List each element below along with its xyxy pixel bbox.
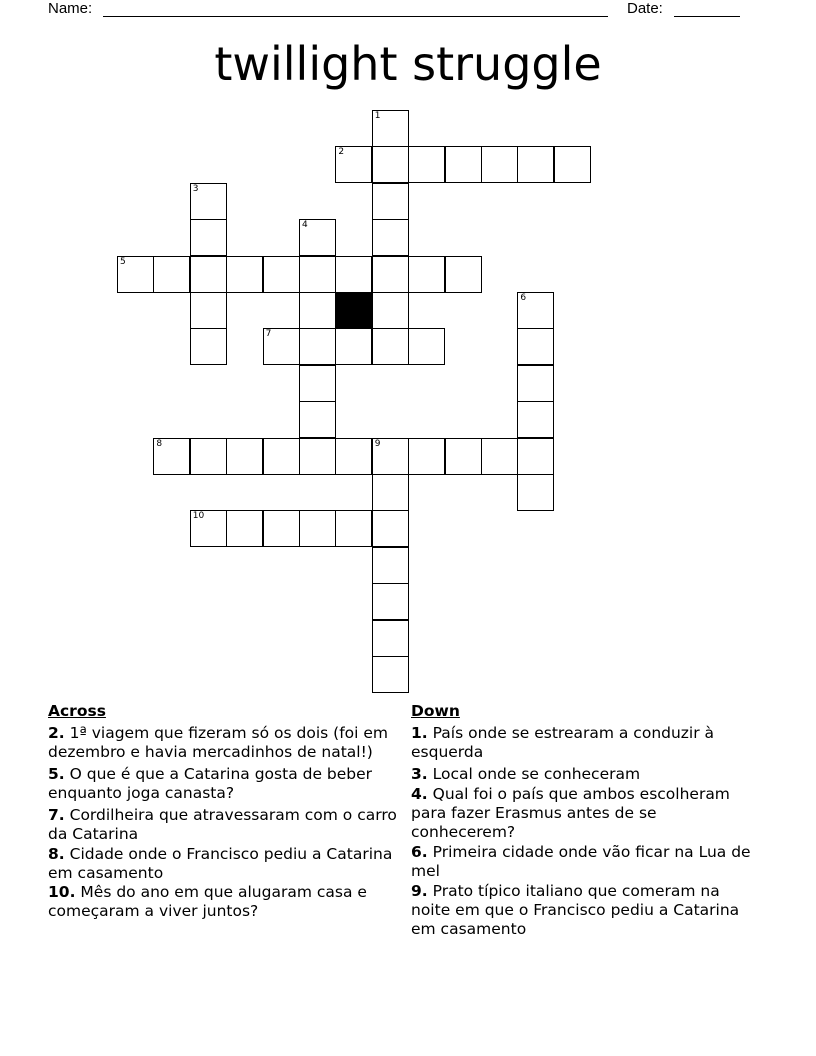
grid-cell[interactable]: [372, 256, 409, 293]
down-heading: Down: [411, 702, 460, 720]
clue-number-label: 3: [192, 183, 199, 194]
clue-text: Local onde se conheceram: [432, 765, 641, 783]
grid-cell[interactable]: [408, 438, 445, 475]
grid-cell[interactable]: [372, 110, 409, 147]
grid-cell[interactable]: [372, 438, 409, 475]
grid-cell[interactable]: [190, 292, 227, 329]
grid-cell[interactable]: [408, 146, 445, 183]
clue-text: 1ª viagem que fizeram só os dois (foi em dezembro e havia mercadinhos de natal!): [48, 724, 389, 761]
grid-cell[interactable]: [263, 438, 300, 475]
clue-text: Prato típico italiano que comeram na noite em que o Francisco pediu a Catarina em casamento: [411, 882, 740, 938]
grid-block-cell: [335, 292, 372, 329]
clue-number-label: 4: [302, 220, 308, 231]
clue-across-5: [48, 765, 398, 803]
clue-down-1: [411, 724, 751, 762]
across-heading: Across: [48, 702, 106, 720]
clue-text: Primeira cidade onde vão ficar na Lua de mel: [411, 843, 751, 880]
clue-number: 10.: [48, 883, 76, 901]
clue-number-label: 5: [120, 256, 126, 267]
grid-cell[interactable]: [299, 438, 336, 475]
grid-cell[interactable]: [299, 365, 336, 402]
clue-number-label: 7: [265, 329, 272, 340]
grid-cell[interactable]: [517, 146, 554, 183]
grid-cell[interactable]: [335, 510, 372, 547]
grid-cell[interactable]: [335, 328, 372, 365]
clue-down-3: [411, 765, 751, 784]
grid-cell[interactable]: [372, 474, 409, 511]
grid-cell[interactable]: [517, 292, 554, 329]
grid-cell[interactable]: [190, 510, 227, 547]
clue-number-label: 9: [374, 438, 381, 449]
grid-cell[interactable]: [299, 256, 336, 293]
clue-across-8: [48, 845, 398, 883]
grid-cell[interactable]: [190, 328, 227, 365]
grid-cell[interactable]: [335, 438, 372, 475]
clue-text: Qual foi o país que ambos escolheram para fazer Erasmus antes de se conhecerem?: [411, 785, 730, 841]
grid-cell[interactable]: [445, 438, 482, 475]
clue-number: 3.: [411, 765, 428, 783]
grid-cell[interactable]: [372, 183, 409, 220]
grid-cell[interactable]: [263, 328, 300, 365]
puzzle-title: twillight struggle: [214, 37, 602, 91]
grid-cell[interactable]: [517, 328, 554, 365]
grid-cell[interactable]: [335, 146, 372, 183]
grid-cell[interactable]: [299, 328, 336, 365]
clue-number: 7.: [48, 806, 65, 824]
clue-number-label: 1: [374, 111, 381, 121]
clue-down-9: [411, 882, 751, 939]
clue-text: O que é que a Catarina gosta de beber enquanto joga canasta?: [48, 765, 373, 802]
grid-cell[interactable]: [445, 146, 482, 183]
clue-down-4: [411, 785, 751, 842]
clue-number: 4.: [411, 785, 428, 803]
grid-cell[interactable]: [372, 620, 409, 657]
grid-cell[interactable]: [299, 292, 336, 329]
grid-cell[interactable]: [335, 256, 372, 293]
grid-cell[interactable]: [517, 365, 554, 402]
clue-number: 2.: [48, 724, 65, 742]
grid-cell[interactable]: [372, 583, 409, 620]
clue-across-10: [48, 883, 398, 921]
grid-cell[interactable]: [226, 256, 263, 293]
clue-number-label: 6: [520, 293, 527, 303]
grid-cell[interactable]: [372, 656, 409, 693]
across-clues: [48, 702, 398, 921]
grid-cell[interactable]: [117, 256, 154, 293]
clue-text: País onde se estrearam a conduzir à esquerda: [411, 724, 715, 761]
clue-text: Cidade onde o Francisco pediu a Catarina em casamento: [48, 845, 393, 882]
clue-down-6: [411, 843, 751, 881]
clue-text: Mês do ano em que alugaram casa e começaram a viver juntos?: [48, 883, 367, 920]
grid-cell[interactable]: [226, 438, 263, 475]
clue-number-label: 10: [192, 511, 205, 522]
grid-cell[interactable]: [408, 328, 445, 365]
grid-cell[interactable]: [517, 438, 554, 475]
clue-number-label: 2: [338, 147, 345, 158]
grid-cell[interactable]: [372, 328, 409, 365]
grid-cell[interactable]: [372, 547, 409, 584]
grid-cell[interactable]: [372, 510, 409, 547]
grid-cell[interactable]: [517, 474, 554, 511]
grid-cell[interactable]: [153, 256, 190, 293]
clue-number: 5.: [48, 765, 65, 783]
clue-number: 1.: [411, 724, 428, 742]
grid-cell[interactable]: [153, 438, 190, 475]
grid-cell[interactable]: [554, 146, 591, 183]
grid-cell[interactable]: [481, 146, 518, 183]
down-clues: [411, 702, 751, 939]
grid-cell[interactable]: [190, 256, 227, 293]
grid-cell[interactable]: [445, 256, 482, 293]
grid-cell[interactable]: [299, 219, 336, 256]
name-label: Name:: [48, 0, 93, 17]
grid-cell[interactable]: [372, 219, 409, 256]
grid-cell[interactable]: [190, 438, 227, 475]
grid-cell[interactable]: [190, 219, 227, 256]
grid-cell[interactable]: [299, 401, 336, 438]
date-label: Date:: [627, 0, 663, 17]
grid-cell[interactable]: [372, 292, 409, 329]
clue-number: 6.: [411, 843, 428, 861]
grid-cell[interactable]: [263, 256, 300, 293]
grid-cell[interactable]: [190, 183, 227, 220]
clue-number-label: 8: [156, 438, 163, 449]
grid-cell[interactable]: [226, 510, 263, 547]
grid-cell[interactable]: [299, 510, 336, 547]
clue-number: 8.: [48, 845, 65, 863]
grid-cell[interactable]: [481, 438, 518, 475]
grid-cell[interactable]: [517, 401, 554, 438]
clue-across-2: [48, 724, 398, 762]
grid-cell[interactable]: [263, 510, 300, 547]
grid-cell[interactable]: [372, 146, 409, 183]
clue-text: Cordilheira que atravessaram com o carro da Catarina: [48, 806, 397, 843]
grid-cell[interactable]: [408, 256, 445, 293]
clue-number: 9.: [411, 882, 428, 900]
clue-across-7: [48, 806, 398, 844]
